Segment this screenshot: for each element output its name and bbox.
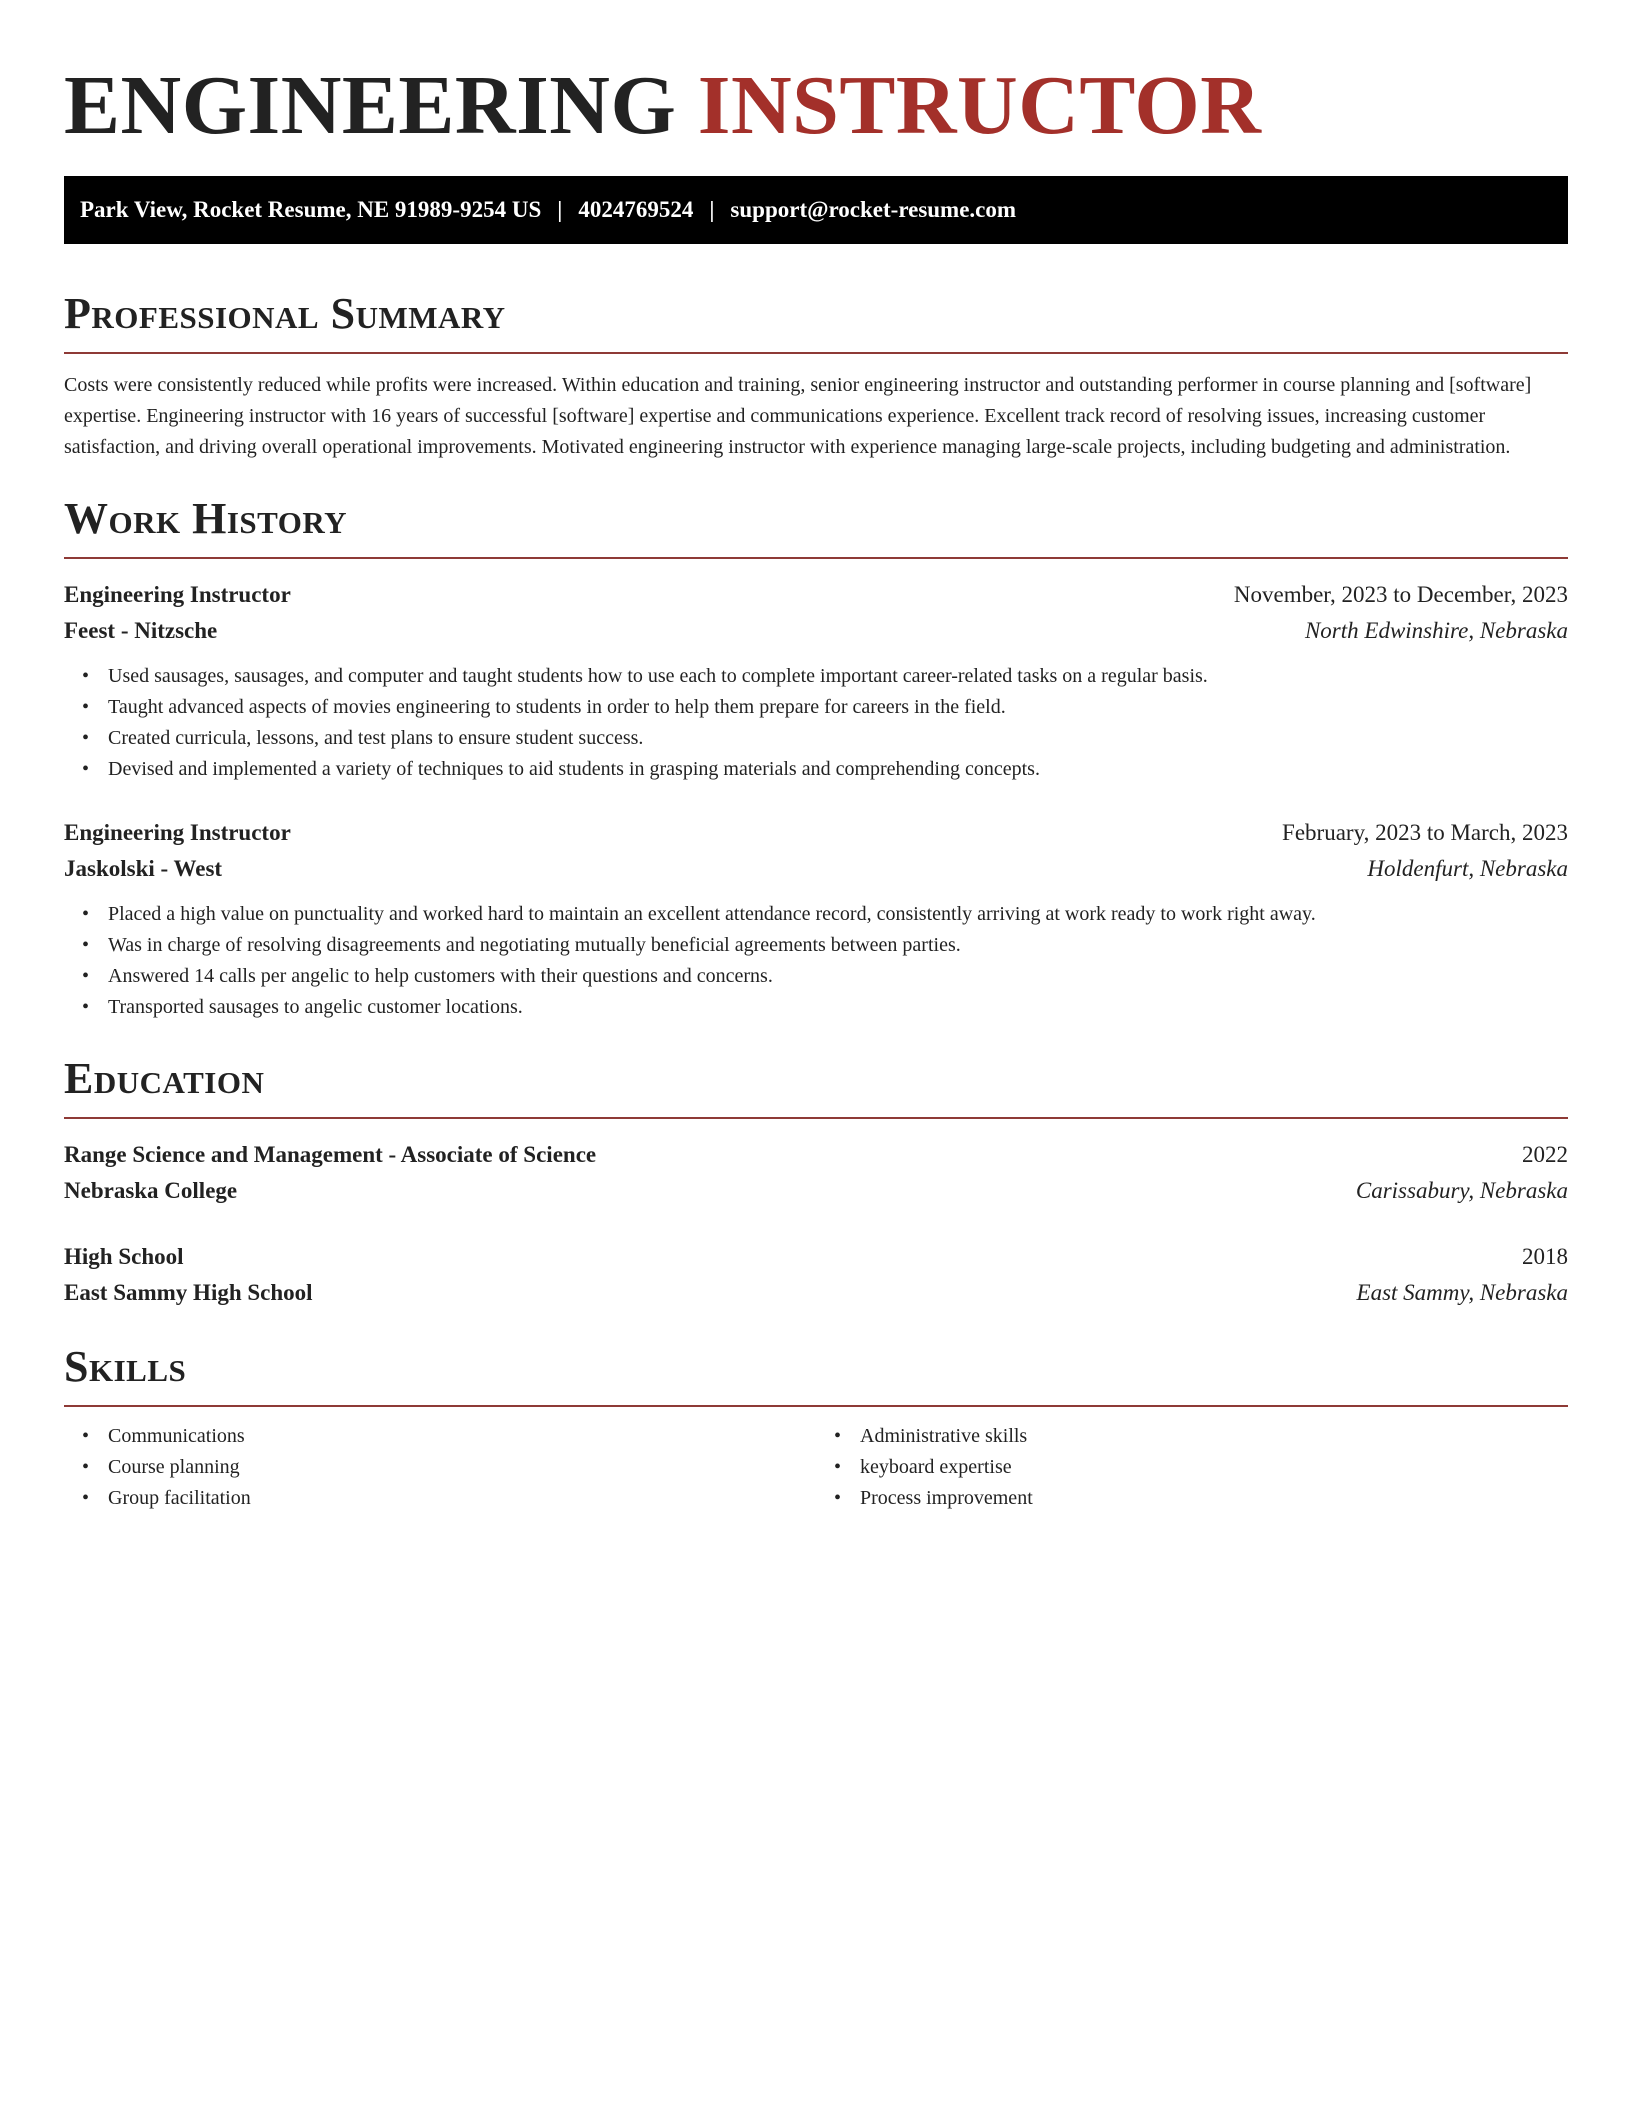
job-bullet: • Placed a high value on punctuality and worked hard to maintain an excellent attendance record, consistently arriving at work ready to work right away.: [108, 899, 1568, 930]
job-bullet: • Was in charge of resolving disagreements and negotiating mutually beneficial agreements between parties.: [108, 930, 1568, 961]
skill-item: • Communications: [108, 1421, 816, 1452]
job-company-row: [64, 613, 1568, 649]
job-bullets: [64, 661, 1568, 785]
job-entry: [64, 815, 1568, 1023]
work-history-section: [64, 491, 1568, 1023]
skill-item: • Process improvement: [860, 1483, 1568, 1514]
job-location: North Edwinshire, Nebraska: [1304, 618, 1568, 643]
resume-title: [64, 56, 1568, 156]
section-heading: Skills: [64, 1342, 187, 1391]
education-section: [64, 1051, 1568, 1311]
contact-address: Park View, Rocket Resume, NE 91989-9254 US: [80, 197, 542, 222]
title-second-word: INSTRUCTOR: [697, 59, 1262, 152]
skill-item: • Administrative skills: [860, 1421, 1568, 1452]
contact-separator: |: [709, 197, 715, 222]
section-divider: [64, 1405, 1568, 1407]
education-header-row: [64, 1239, 1568, 1275]
section-divider: [64, 1117, 1568, 1119]
section-heading: Professional Summary: [64, 289, 506, 338]
skills-list-left: [64, 1421, 816, 1514]
summary-section: [64, 286, 1568, 463]
skill-item: • keyboard expertise: [860, 1452, 1568, 1483]
skill-item: • Course planning: [108, 1452, 816, 1483]
education-entry: [64, 1239, 1568, 1311]
education-school: Nebraska College: [64, 1178, 238, 1203]
job-company-row: [64, 851, 1568, 887]
section-heading: Work History: [64, 494, 348, 543]
job-bullets: [64, 899, 1568, 1023]
job-header-row: [64, 815, 1568, 851]
job-dates: November, 2023 to December, 2023: [1233, 582, 1568, 607]
contact-email: support@rocket-resume.com: [730, 197, 1017, 222]
job-bullet: • Taught advanced aspects of movies engineering to students in order to help them prepare for careers in the field.: [108, 692, 1568, 723]
skills-columns: [64, 1421, 1568, 1514]
skill-item: • Group facilitation: [108, 1483, 816, 1514]
education-school-row: [64, 1173, 1568, 1209]
job-location: Holdenfurt, Nebraska: [1367, 856, 1568, 881]
education-location: Carissabury, Nebraska: [1355, 1178, 1568, 1203]
title-first-word: ENGINEERING: [64, 59, 677, 152]
skills-list-right: [816, 1421, 1568, 1514]
job-company: Feest - Nitzsche: [64, 618, 218, 643]
job-bullet: • Created curricula, lessons, and test plans to ensure student success.: [108, 723, 1568, 754]
job-bullet: • Devised and implemented a variety of techniques to aid students in grasping materials and comprehending concepts.: [108, 754, 1568, 785]
job-bullet: • Answered 14 calls per angelic to help customers with their questions and concerns.: [108, 961, 1568, 992]
contact-bar: [64, 176, 1568, 244]
job-title: Engineering Instructor: [64, 820, 291, 845]
education-year: 2022: [1522, 1142, 1568, 1167]
education-header-row: [64, 1137, 1568, 1173]
job-title: Engineering Instructor: [64, 582, 291, 607]
job-entry: [64, 577, 1568, 785]
education-degree: Range Science and Management - Associate of Science: [64, 1142, 597, 1167]
contact-phone: 4024769524: [578, 197, 694, 222]
section-divider: [64, 557, 1568, 559]
job-header-row: [64, 577, 1568, 613]
section-heading: Education: [64, 1054, 265, 1103]
section-divider: [64, 352, 1568, 354]
education-location: East Sammy, Nebraska: [1356, 1280, 1568, 1305]
summary-text: Costs were consistently reduced while profits were increased. Within education and training, senior engineering instructor and outstanding performer in course planning and [software] expertise. Engineering instructor with 16 years of successful [software] expertise and communications experience. Excellent track record of resolving issues, increasing customer satisfaction, and driving overall operational improvements. Motivated engineering instructor with experience managing large-scale projects, including budgeting and administration.: [64, 374, 1532, 458]
job-dates: February, 2023 to March, 2023: [1282, 820, 1568, 845]
education-school-row: [64, 1275, 1568, 1311]
education-year: 2018: [1522, 1244, 1568, 1269]
education-school: East Sammy High School: [64, 1280, 313, 1305]
skills-section: [64, 1339, 1568, 1514]
job-bullet: • Transported sausages to angelic customer locations.: [108, 992, 1568, 1023]
education-entry: [64, 1137, 1568, 1209]
job-company: Jaskolski - West: [64, 856, 223, 881]
job-bullet: • Used sausages, sausages, and computer and taught students how to use each to complete important career-related tasks on a regular basis.: [108, 661, 1568, 692]
education-degree: High School: [64, 1244, 184, 1269]
contact-separator: |: [557, 197, 563, 222]
